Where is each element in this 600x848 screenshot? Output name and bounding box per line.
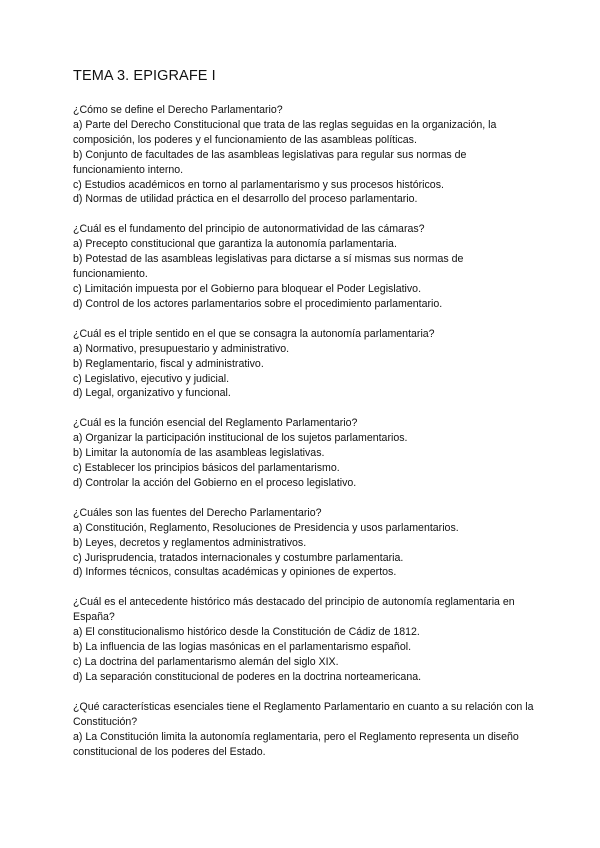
document-title: TEMA 3. EPIGRAFE I <box>73 68 216 84</box>
question-block-1 <box>73 103 540 207</box>
question-block-7 <box>73 700 540 760</box>
answer-option-c: c) Legislativo, ejecutivo y judicial. <box>73 372 230 385</box>
answer-option-b: b) Potestad de las asambleas legislativas para dictarse a sí mismas sus normas de funcionamiento. <box>73 253 464 281</box>
answer-option-d: d) Controlar la acción del Gobierno en el proceso legislativo. <box>73 476 357 489</box>
answer-option-d: d) La separación constitucional de poderes en la doctrina norteamericana. <box>73 670 422 683</box>
answer-option-c: c) Jurisprudencia, tratados internacionales y costumbre parlamentaria. <box>73 551 404 564</box>
question-block-5 <box>73 506 540 581</box>
question-text: ¿Cuál es el fundamento del principio de autonormatividad de las cámaras? <box>73 223 425 236</box>
answer-option-a: a) Parte del Derecho Constitucional que trata de las reglas seguidas en la organización, la composición, los poderes y el funcionamiento de las asambleas políticas. <box>73 118 497 146</box>
question-text: ¿Cuál es el triple sentido en el que se consagra la autonomía parlamentaria? <box>73 327 435 340</box>
question-block-3 <box>73 327 540 402</box>
answer-option-b: b) Leyes, decretos y reglamentos administrativos. <box>73 536 307 549</box>
answer-option-c: c) La doctrina del parlamentarismo alemán del siglo XIX. <box>73 656 339 668</box>
answer-option-a: a) Constitución, Reglamento, Resoluciones de Presidencia y usos parlamentarios. <box>73 521 459 534</box>
answer-option-b: b) La influencia de las logias masónicas en el parlamentarismo español. <box>73 641 412 654</box>
question-text: ¿Qué características esenciales tiene el Reglamento Parlamentario en cuanto a su relación con la Constitución? <box>73 700 534 728</box>
answer-option-b: b) Conjunto de facultades de las asambleas legislativas para regular sus normas de funcionamiento interno. <box>73 148 467 176</box>
question-block-2 <box>73 222 540 311</box>
answer-option-a: a) La Constitución limita la autonomía reglamentaria, pero el Reglamento representa un diseño constitucional de los poderes del Estado. <box>73 730 519 758</box>
answer-option-a: a) El constitucionalismo histórico desde la Constitución de Cádiz de 1812. <box>73 626 420 639</box>
answer-option-d: d) Normas de utilidad práctica en el desarrollo del proceso parlamentario. <box>73 193 418 206</box>
question-text: ¿Cómo se define el Derecho Parlamentario? <box>73 104 283 116</box>
answer-option-d: d) Informes técnicos, consultas académicas y opiniones de expertos. <box>73 566 397 579</box>
answer-option-a: a) Organizar la participación institucional de los sujetos parlamentarios. <box>73 432 408 445</box>
answer-option-a: a) Precepto constitucional que garantiza la autonomía parlamentaria. <box>73 238 397 251</box>
question-block-4 <box>73 416 540 491</box>
question-text: ¿Cuáles son las fuentes del Derecho Parlamentario? <box>73 506 322 519</box>
answer-option-c: c) Limitación impuesta por el Gobierno para bloquear el Poder Legislativo. <box>73 282 422 295</box>
answer-option-b: b) Reglamentario, fiscal y administrativo. <box>73 357 264 370</box>
question-block-6 <box>73 595 540 684</box>
question-text: ¿Cuál es la función esencial del Reglamento Parlamentario? <box>73 417 358 430</box>
answer-option-d: d) Control de los actores parlamentarios sobre el procedimiento parlamentario. <box>73 297 443 310</box>
answer-option-a: a) Normativo, presupuestario y administrativo. <box>73 342 290 355</box>
question-text: ¿Cuál es el antecedente histórico más destacado del principio de autonomía reglamentaria en España? <box>73 596 515 624</box>
answer-option-d: d) Legal, organizativo y funcional. <box>73 387 231 400</box>
answer-option-b: b) Limitar la autonomía de las asambleas legislativas. <box>73 447 325 460</box>
answer-option-c: c) Establecer los principios básicos del parlamentarismo. <box>73 462 340 475</box>
answer-option-c: c) Estudios académicos en torno al parlamentarismo y sus procesos históricos. <box>73 178 444 191</box>
